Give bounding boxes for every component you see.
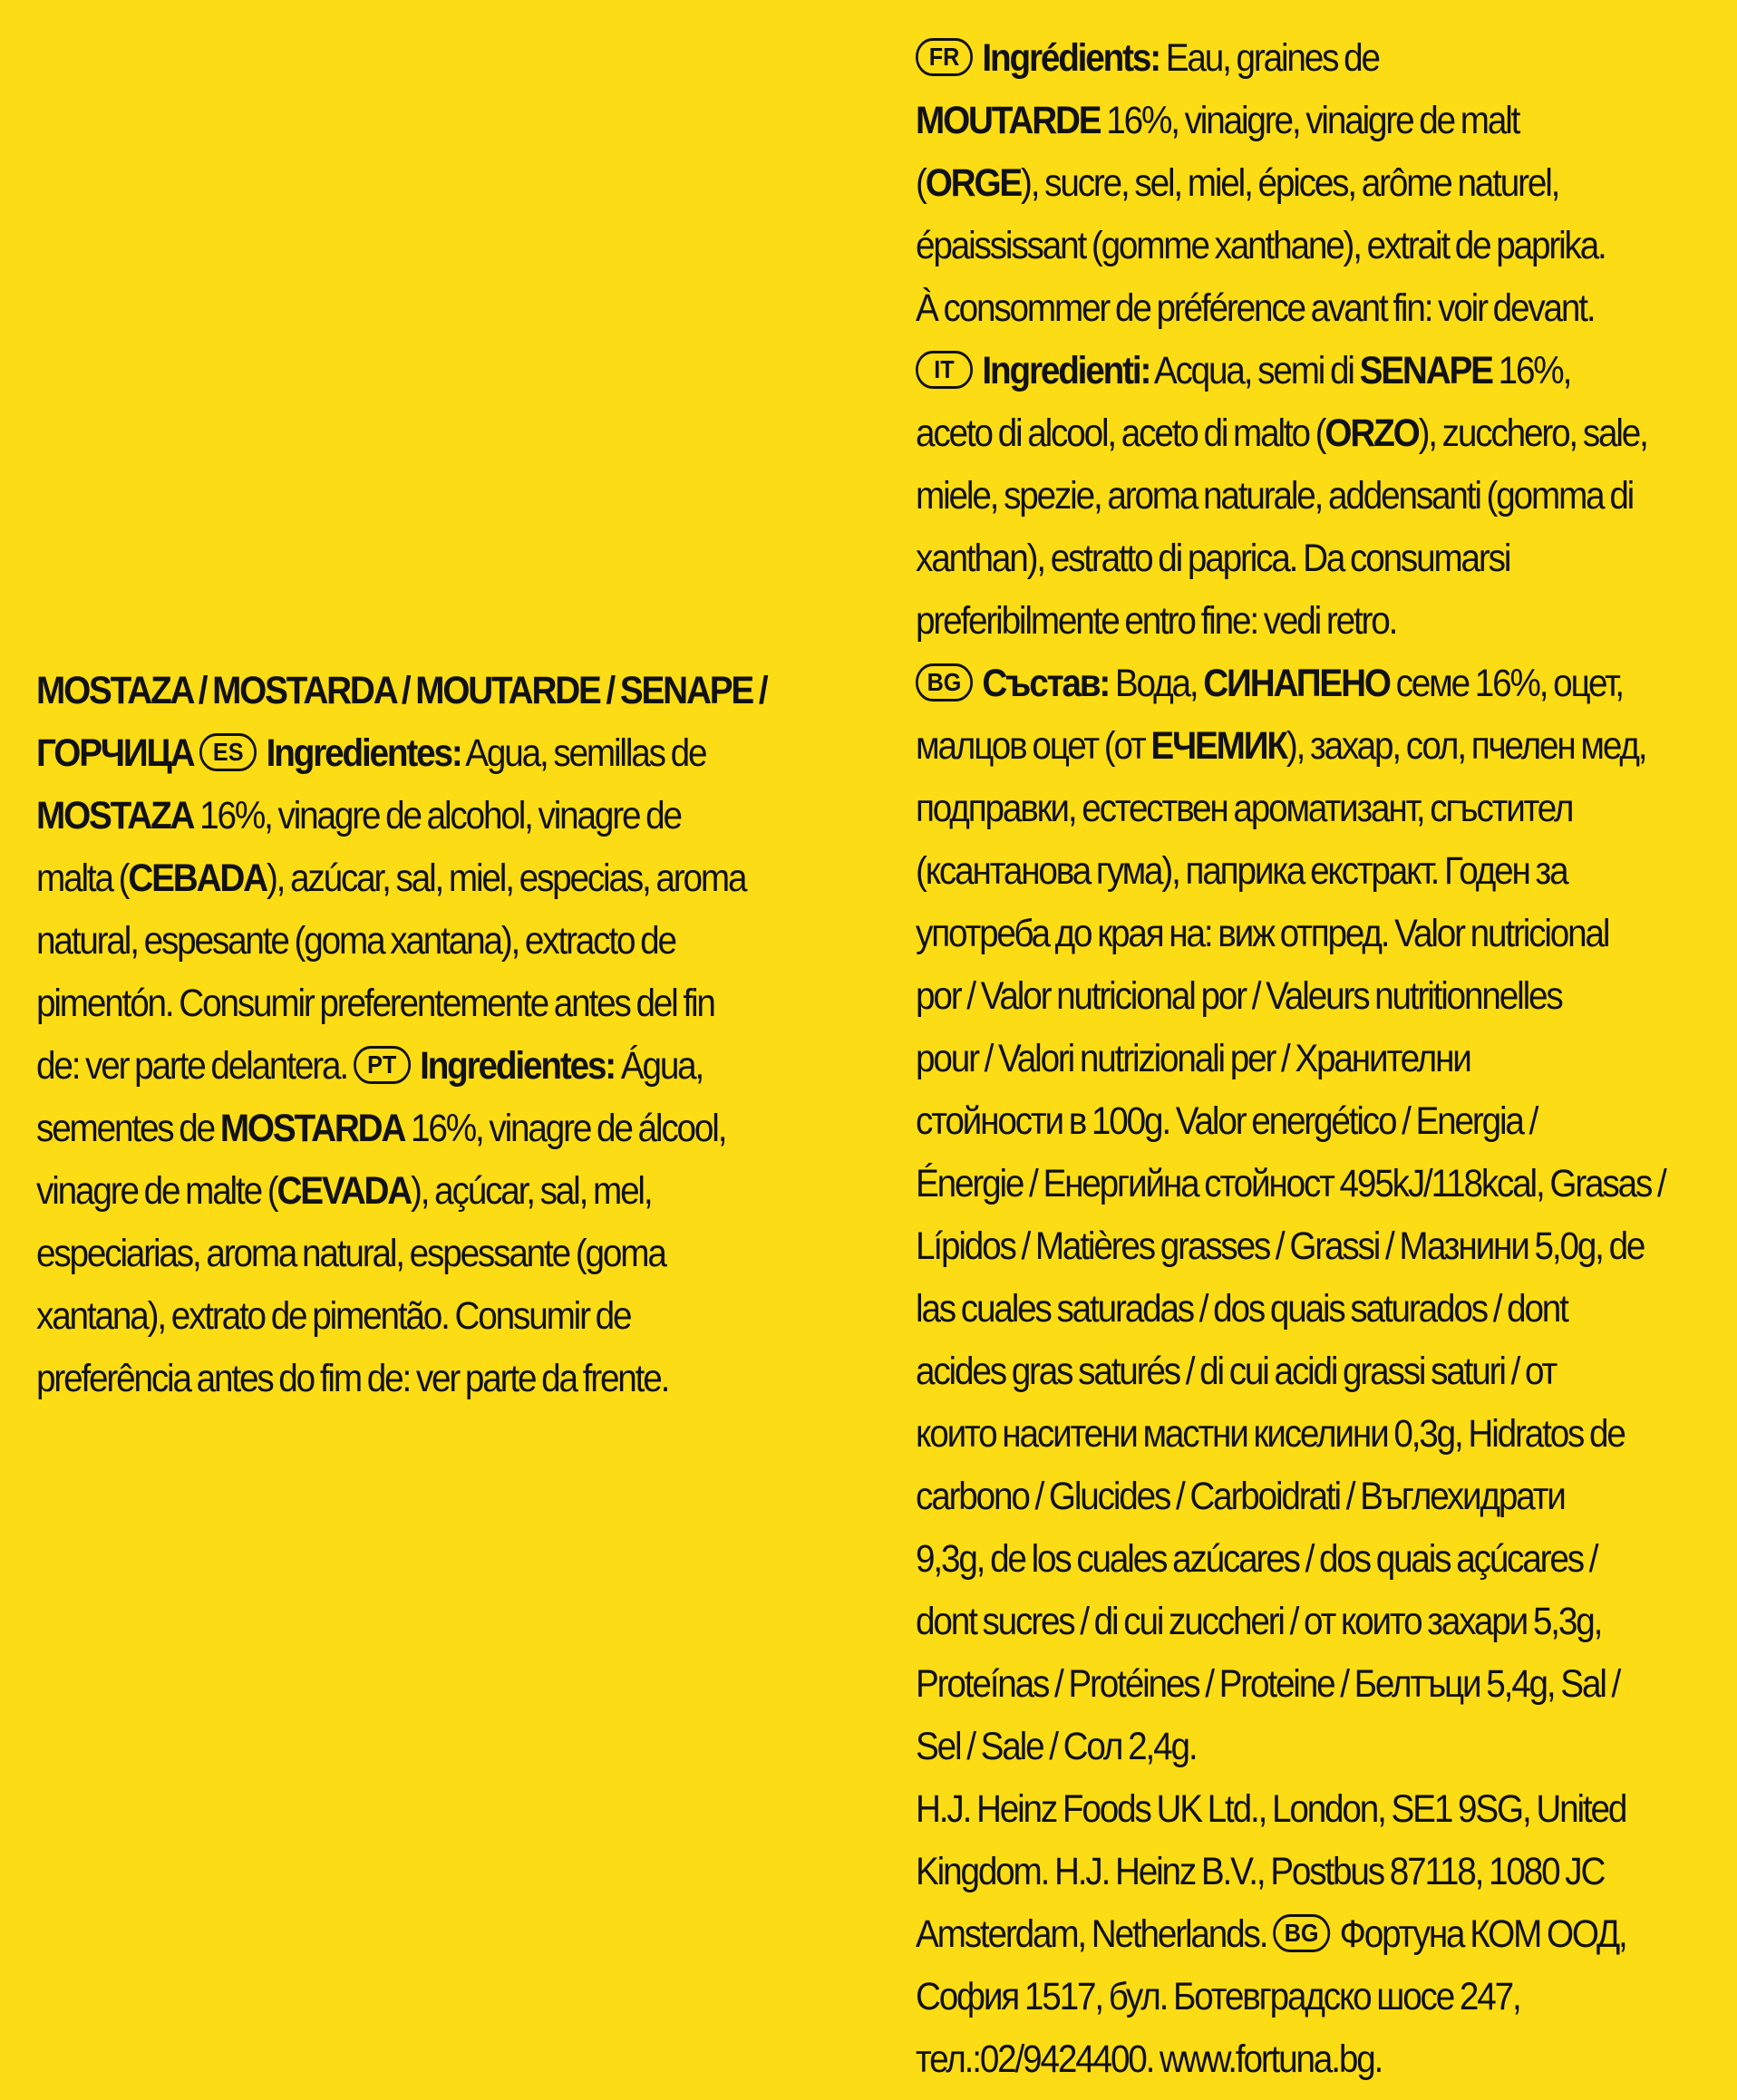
text-line bbox=[36, 722, 771, 785]
text-line bbox=[36, 910, 771, 973]
text-line bbox=[916, 653, 1736, 715]
text-segment: las cuales saturadas / dos quais saturados / dont bbox=[916, 1287, 1567, 1331]
text-segment: Acqua, semi di bbox=[1150, 349, 1360, 392]
text-line bbox=[916, 1591, 1736, 1653]
text-segment: À consommer de préférence avant fin: voir devant. bbox=[916, 286, 1595, 330]
bold-text: Ingredientes: bbox=[259, 731, 461, 775]
text-line bbox=[916, 1215, 1736, 1278]
left-text-column bbox=[36, 660, 771, 1410]
text-segment: preferência antes do fim de: ver parte da frente. bbox=[36, 1357, 669, 1400]
text-line bbox=[916, 840, 1736, 903]
text-line bbox=[36, 1348, 771, 1410]
text-segment: семе 16%, оцет, bbox=[1389, 662, 1623, 705]
text-segment: които наситени мастни киселини 0,3g, Hidratos de bbox=[916, 1412, 1625, 1456]
text-line bbox=[916, 715, 1736, 778]
text-line bbox=[916, 1340, 1736, 1403]
text-segment: xanthan), estratto di paprica. Da consumarsi bbox=[916, 537, 1510, 580]
text-line bbox=[916, 1278, 1736, 1340]
text-segment: ), zucchero, sale, bbox=[1418, 411, 1647, 455]
bold-text: MOSTAZA / MOSTARDA / MOUTARDE / SENAPE / bbox=[36, 669, 767, 712]
text-line bbox=[916, 152, 1736, 215]
text-line bbox=[916, 465, 1736, 527]
text-line bbox=[916, 1090, 1736, 1153]
text-segment: тел.:02/9424400. www.fortuna.bg. bbox=[916, 2037, 1383, 2081]
text-segment: 9,3g, de los cuales azúcares / dos quais açúcares / bbox=[916, 1537, 1597, 1581]
text-segment: Вода, bbox=[1109, 662, 1204, 705]
text-segment: ), azúcar, sal, miel, especias, aroma bbox=[266, 856, 746, 900]
bold-text: Ingredientes: bbox=[413, 1044, 616, 1088]
text-segment: pour / Valori nutrizionali per / Хранителни bbox=[916, 1037, 1470, 1080]
text-segment: 16%, vinagre de alcohol, vinagre de bbox=[193, 794, 681, 837]
text-line bbox=[916, 1153, 1736, 1215]
bold-text: MOUTARDE bbox=[916, 99, 1101, 142]
bold-text: SENAPE bbox=[1359, 349, 1492, 392]
bold-text: Ingrédients: bbox=[975, 36, 1160, 80]
text-line bbox=[36, 1098, 771, 1160]
text-line bbox=[916, 965, 1736, 1028]
text-segment: Kingdom. H.J. Heinz B.V., Postbus 87118, 1080 JC bbox=[916, 1850, 1605, 1893]
text-segment: aceto di alcool, aceto di malto ( bbox=[916, 411, 1325, 455]
text-line bbox=[916, 1966, 1736, 2028]
text-segment: стойности в 100g. Valor energético / Energia / bbox=[916, 1099, 1538, 1143]
bold-text: СИНАПЕНО bbox=[1203, 662, 1390, 705]
text-line bbox=[916, 590, 1736, 653]
text-segment: sementes de bbox=[36, 1107, 220, 1150]
text-line bbox=[916, 1466, 1736, 1528]
text-segment: 16%, vinaigre, vinaigre de malt bbox=[1100, 99, 1519, 142]
text-line bbox=[36, 847, 771, 910]
bold-text: Ingredienti: bbox=[975, 349, 1150, 392]
text-segment: malta ( bbox=[36, 856, 129, 900]
text-line bbox=[36, 660, 771, 722]
text-segment: carbono / Glucides / Carboidrati / Въглехидрати bbox=[916, 1475, 1565, 1518]
bold-text: CEBADA bbox=[128, 856, 267, 900]
language-badge: ES bbox=[199, 733, 257, 771]
bold-text: CEVADA bbox=[277, 1169, 412, 1213]
text-line bbox=[916, 340, 1736, 402]
text-segment: vinagre de malte ( bbox=[36, 1169, 277, 1213]
text-segment: употреба до края на: виж отпред. Valor nutricional bbox=[916, 912, 1609, 955]
text-line bbox=[916, 778, 1736, 840]
text-segment: Eau, graines de bbox=[1159, 36, 1379, 80]
language-badge: BG bbox=[916, 663, 973, 702]
text-line bbox=[916, 27, 1736, 90]
text-line bbox=[916, 1841, 1736, 1903]
text-line bbox=[36, 1035, 771, 1098]
text-line bbox=[36, 1160, 771, 1223]
text-segment: Фортуна КОМ ООД, bbox=[1333, 1912, 1626, 1956]
text-segment: малцов оцет (от bbox=[916, 724, 1151, 768]
text-segment: xantana), extrato de pimentão. Consumir de bbox=[36, 1294, 631, 1338]
right-text-column bbox=[916, 27, 1736, 2091]
text-line bbox=[36, 1285, 771, 1348]
bold-text: ORZO bbox=[1325, 411, 1419, 455]
text-segment: épaississant (gomme xanthane), extrait de paprika. bbox=[916, 224, 1606, 267]
text-segment: (ксантанова гума), паприка екстракт. Годен за bbox=[916, 849, 1567, 893]
language-badge: IT bbox=[916, 351, 973, 389]
text-line bbox=[916, 277, 1736, 340]
text-segment: por / Valor nutricional por / Valeurs nutritionnelles bbox=[916, 974, 1562, 1018]
text-line bbox=[916, 527, 1736, 590]
text-segment: pimentón. Consumir preferentemente antes del fin bbox=[36, 982, 714, 1025]
language-badge: PT bbox=[354, 1046, 411, 1084]
text-segment: Agua, semillas de bbox=[461, 731, 706, 775]
text-segment: Sel / Sale / Сол 2,4g. bbox=[916, 1725, 1197, 1768]
text-line bbox=[36, 1223, 771, 1285]
text-segment: acides gras saturés / di cui acidi grassi saturi / от bbox=[916, 1350, 1557, 1393]
text-line bbox=[916, 90, 1736, 152]
language-badge: FR bbox=[916, 38, 973, 76]
text-line bbox=[916, 903, 1736, 965]
text-segment: София 1517, бул. Ботевградско шосе 247, bbox=[916, 1975, 1520, 2018]
text-segment: Proteínas / Protéines / Proteine / Белтъци 5,4g, Sal / bbox=[916, 1662, 1620, 1706]
language-badge: BG bbox=[1273, 1914, 1330, 1952]
text-line bbox=[916, 1903, 1736, 1966]
text-line bbox=[916, 1028, 1736, 1090]
bold-text: Състав: bbox=[975, 662, 1110, 705]
bold-text: MOSTARDA bbox=[219, 1107, 405, 1150]
text-line bbox=[36, 785, 771, 847]
bold-text: ЕЧЕМИК bbox=[1150, 724, 1286, 768]
text-segment: Lípidos / Matières grasses / Grassi / Мазнини 5,0g, de bbox=[916, 1224, 1645, 1268]
text-segment: подправки, естествен ароматизант, сгъстител bbox=[916, 787, 1573, 830]
text-segment: 16%, vinagre de álcool, bbox=[404, 1107, 726, 1150]
text-line bbox=[916, 2028, 1736, 2091]
text-line bbox=[916, 1528, 1736, 1591]
bold-text: ORGE bbox=[925, 161, 1022, 205]
text-segment: Água, bbox=[615, 1044, 704, 1088]
text-segment: ), sucre, sel, miel, épices, arôme naturel, bbox=[1021, 161, 1559, 205]
text-segment: Énergie / Енергийна стойност 495kJ/118kcal, Grasas / bbox=[916, 1162, 1665, 1205]
text-segment: 16%, bbox=[1491, 349, 1571, 392]
bold-text: MOSTAZA bbox=[36, 794, 194, 837]
text-line bbox=[916, 402, 1736, 465]
text-line bbox=[916, 1653, 1736, 1716]
text-line bbox=[916, 1403, 1736, 1466]
text-segment: ( bbox=[916, 161, 926, 205]
text-segment: dont sucres / di cui zuccheri / от които захари 5,3g, bbox=[916, 1600, 1602, 1643]
text-segment: Amsterdam, Netherlands. bbox=[916, 1912, 1274, 1956]
text-line bbox=[36, 973, 771, 1035]
text-segment: H.J. Heinz Foods UK Ltd., London, SE1 9SG, United bbox=[916, 1787, 1626, 1831]
text-line bbox=[916, 1716, 1736, 1778]
text-segment: natural, espesante (goma xantana), extracto de bbox=[36, 919, 675, 963]
text-line bbox=[916, 1778, 1736, 1841]
text-segment: de: ver parte delantera. bbox=[36, 1044, 354, 1088]
text-segment: ), açúcar, sal, mel, bbox=[411, 1169, 652, 1213]
text-segment: ), захар, сол, пчелен мед, bbox=[1286, 724, 1646, 768]
bold-text: ГОРЧИЦА bbox=[36, 731, 200, 775]
text-line bbox=[916, 215, 1736, 277]
text-segment: preferibilmente entro fine: vedi retro. bbox=[916, 599, 1397, 643]
text-segment: miele, spezie, aroma naturale, addensanti (gomma di bbox=[916, 474, 1634, 518]
text-segment: especiarias, aroma natural, espessante (goma bbox=[36, 1232, 665, 1275]
